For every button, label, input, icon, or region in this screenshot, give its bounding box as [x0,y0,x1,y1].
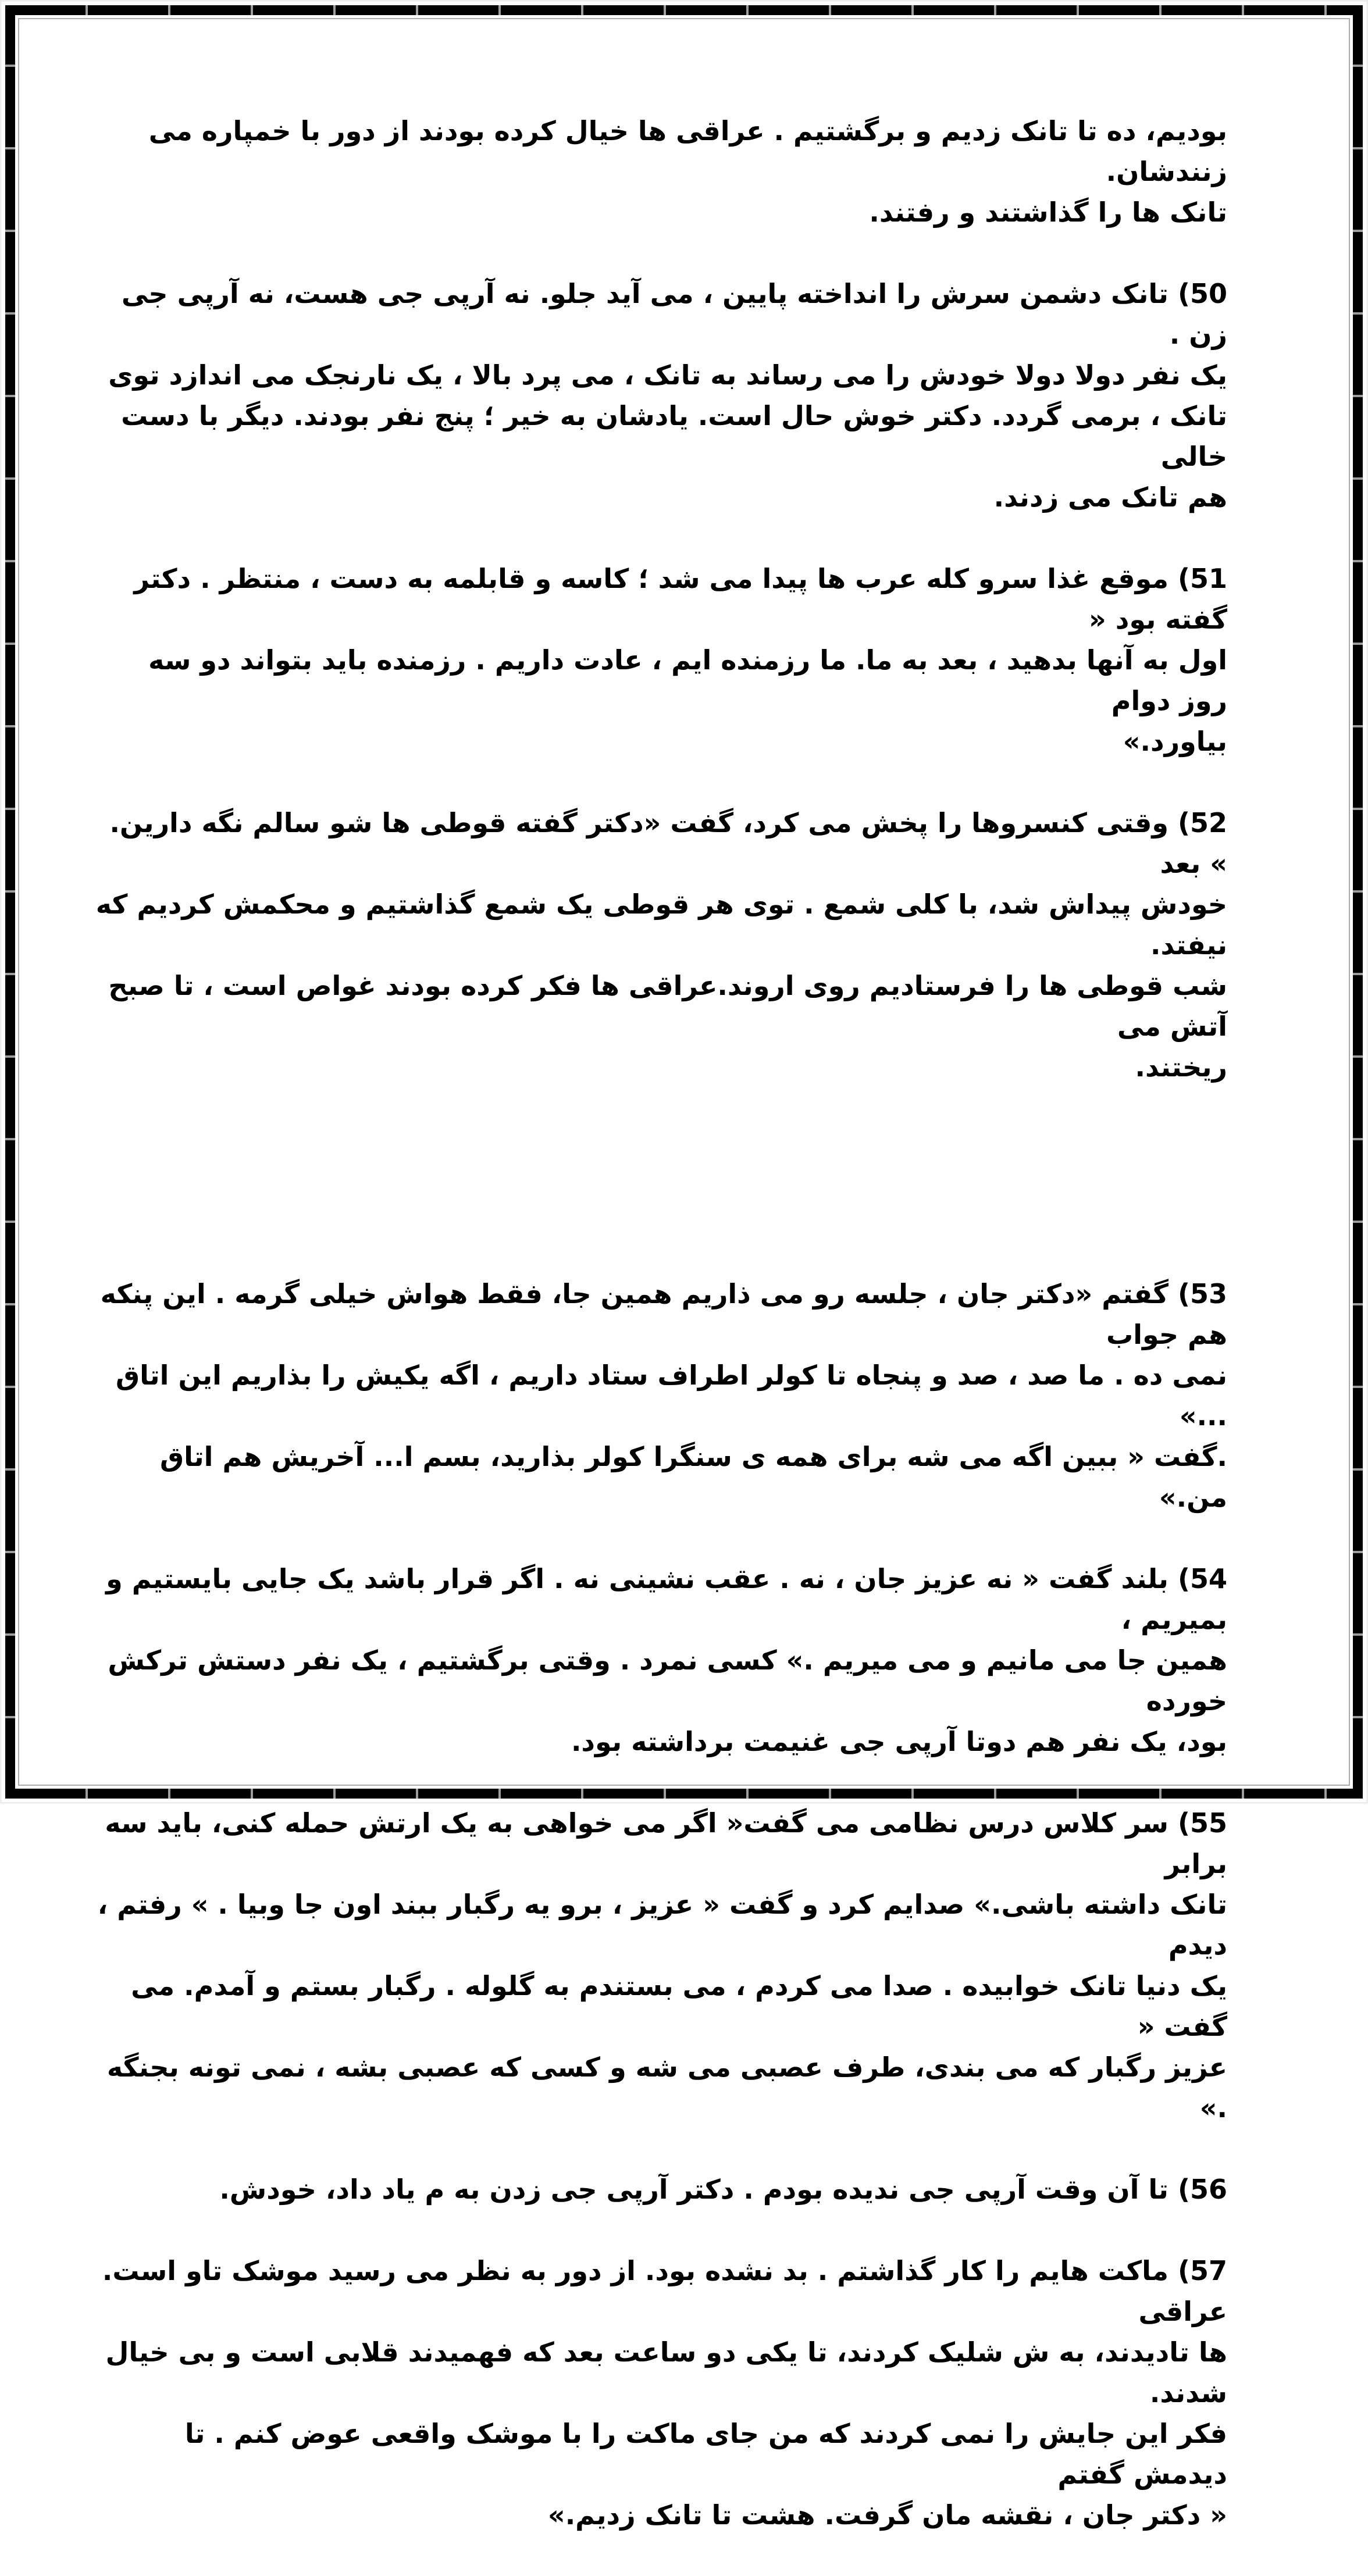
paragraph-52 [93,802,1227,1087]
text-line: نمی ده . ما صد ، صد و پنجاه تا کولر اطراف ستاد داریم ، اگه یکیش را بذاریم این اتاق ...» [116,1360,1227,1432]
text-line: 52) وقتی کنسروها را پخش می کرد، گفت «دکتر گفته قوطی ها شو سالم نگه دارین. » بعد [109,807,1227,879]
text-line: اول به آنها بدهید ، بعد به ما. ما رزمنده ایم ، عادت داریم . رزمنده باید بتواند دو سه روز دوام [148,644,1227,716]
paragraph-56 [93,2169,1227,2210]
text-line: بودیم، ده تا تانک زدیم و برگشتیم . عراقی ها خیال کرده بودند از دور با خمپاره می زنندشان. [148,115,1227,187]
text-line: 50) تانک دشمن سرش را انداخته پایین ، می آید جلو. نه آرپی جی هست، نه آرپی جی زن . [121,278,1227,350]
text-line: 51) موقع غذا سرو کله عرب ها پیدا می شد ؛ کاسه و قابلمه به دست ، منتظر . دکتر گفته بود « [134,563,1227,635]
text-line: 54) بلند گفت « نه عزیز جان ، نه . عقب نشینی نه . اگر قرار باشد یک جایی بایستیم و بمیریم ، [106,1563,1227,1635]
text-line: تانک ها را گذاشتند و رفتند. [869,197,1227,228]
text-line: یک دنیا تانک خوابیده . صدا می کردم ، می بستندم به گلوله . رگبار بستم و آمدم. می گفت « [131,1970,1227,2042]
paragraph-50 [93,273,1227,518]
document-text [93,110,1227,2576]
paragraph-49-continuation [93,110,1227,233]
text-line: .گفت « ببین اگه می شه برای همه ی سنگرا کولر بذارید، بسم ا... آخریش هم اتاق من.» [160,1441,1227,1513]
paragraph-53 [93,1273,1227,1518]
text-line: فکر این جایش را نمی کردند که من جای ماکت را با موشک واقعی عوض کنم . تا دیدمش گفتم [184,2418,1227,2490]
text-line: بود، یک نفر هم دوتا آرپی جی غنیمت برداشته بود. [571,1726,1227,1757]
text-line: خودش پیداش شد، با کلی شمع . توی هر قوطی یک شمع گذاشتیم و محکمش کردیم که نیفتد. [95,889,1227,961]
text-line: بیاورد.» [1123,726,1227,757]
text-line: عزیز رگبار که می بندی، طرف عصبی می شه و کسی که عصبی بشه ، نمی تونه بجنگه .» [106,2051,1227,2124]
text-line: هم تانک می زدند. [993,481,1227,513]
paragraph-51 [93,558,1227,762]
text-line: 53) گفتم «دکتر جان ، جلسه رو می ذاریم همین جا، فقط هواش خیلی گرمه . این پنکه هم جواب [100,1278,1227,1350]
page-border-top [5,5,1363,15]
text-line: شب قوطی ها را فرستادیم روی اروند.عراقی ها فکر کرده بودند غواص است ، تا صبح آتش می [108,970,1227,1042]
page-border-left [5,5,15,1799]
text-line: تانک ، برمی گردد. دکتر خوش حال است. یادشان به خیر ؛ پنج نفر بودند. دیگر با دست خالی [121,400,1227,472]
text-line: 56) تا آن وقت آرپی جی ندیده بودم . دکتر آرپی جی زدن به م یاد داد، خودش. [219,2174,1227,2205]
text-line: یک نفر دولا دولا خودش را می رساند به تانک ، می پرد بالا ، یک نارنجک می اندازد توی [108,359,1227,391]
text-line: تانک داشته باشی.» صدایم کرد و گفت « عزیز ، برو یه رگبار ببند اون جا وبیا . » رفتم ، دیدم [97,1889,1227,1961]
text-line: 57) ماکت هایم را کار گذاشتم . بد نشده بود. از دور به نظر می رسید موشک تاو است. عراقی [102,2255,1227,2327]
text-line: ریختند. [1135,1051,1227,1083]
page-border-right [1353,5,1363,1799]
paragraph-57 [93,2250,1227,2535]
text-line: همین جا می مانیم و می میریم .» کسی نمرد . وقتی برگشتیم ، یک نفر دستش ترکش خورده [108,1644,1227,1717]
paragraph-54 [93,1558,1227,1762]
text-line: « دکتر جان ، نقشه مان گرفت. هشت تا تانک زدیم.» [547,2499,1227,2531]
text-line: 55) سر کلاس درس نظامی می گفت« اگر می خواهی به یک ارتش حمله کنی، باید سه برابر [105,1807,1227,1879]
paragraph-55 [93,1803,1227,2128]
text-line: ها تادیدند، به ش شلیک کردند، تا یکی دو ساعت بعد که فهمیدند قلابی است و بی خیال شدند. [105,2336,1227,2409]
